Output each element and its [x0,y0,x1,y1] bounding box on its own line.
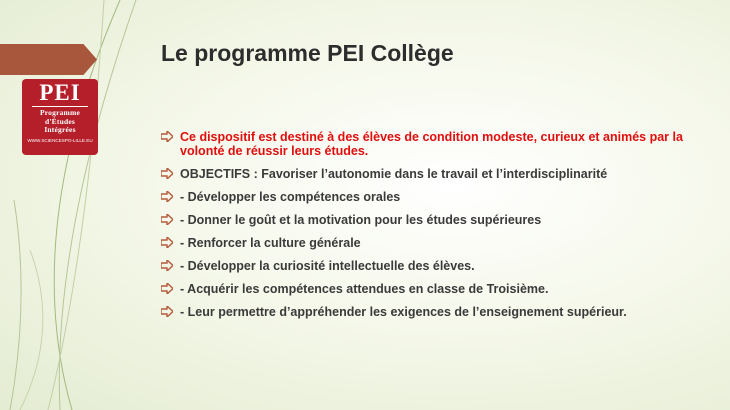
bullet-item [161,167,701,181]
bullet-item [161,282,701,296]
bullet-text: - Acquérir les compétences attendues en classe de Troisième. [180,282,549,296]
bullet-item [161,259,701,273]
pei-logo [22,79,98,155]
bullet-list [161,130,701,319]
logo-line-3: Intégrées [44,125,76,134]
bullet-text: - Renforcer la culture générale [180,236,361,250]
arrow-bullet-icon [161,168,173,179]
logo-line-1: Programme [40,108,80,117]
arrow-bullet-icon [161,214,173,225]
arrow-bullet-icon [161,260,173,271]
bullet-text: - Développer les compétences orales [180,190,401,204]
title-accent-arrow [0,44,97,75]
bullet-text: - Leur permettre d’appréhender les exigences de l’enseignement supérieur. [180,305,627,319]
bullet-item [161,190,701,204]
bullet-item [161,305,701,319]
slide-title: Le programme PEI Collège [161,40,454,66]
bullet-text: OBJECTIFS : Favoriser l’autonomie dans le travail et l’interdisciplinarité [180,167,608,181]
bullet-item [161,130,701,158]
arrow-bullet-icon [161,131,173,142]
logo-line-2: d'Études [45,116,75,126]
arrow-bullet-icon [161,306,173,317]
arrow-bullet-icon [161,237,173,248]
arrow-bullet-icon [161,283,173,294]
bullet-text: - Développer la curiosité intellectuelle des élèves. [180,259,475,273]
bullet-item [161,213,701,227]
arrow-bullet-icon [161,191,173,202]
logo-divider [32,106,88,107]
logo-acronym: PEI [39,80,81,105]
logo-url: WWW.SCIENCESPO-LILLE.EU [27,137,93,143]
bullet-text: Ce dispositif est destiné à des élèves de condition modeste, curieux et animés par la volonté de réussir leurs études. [180,130,683,158]
bullet-item [161,236,701,250]
bullet-text: - Donner le goût et la motivation pour les études supérieures [180,213,542,227]
